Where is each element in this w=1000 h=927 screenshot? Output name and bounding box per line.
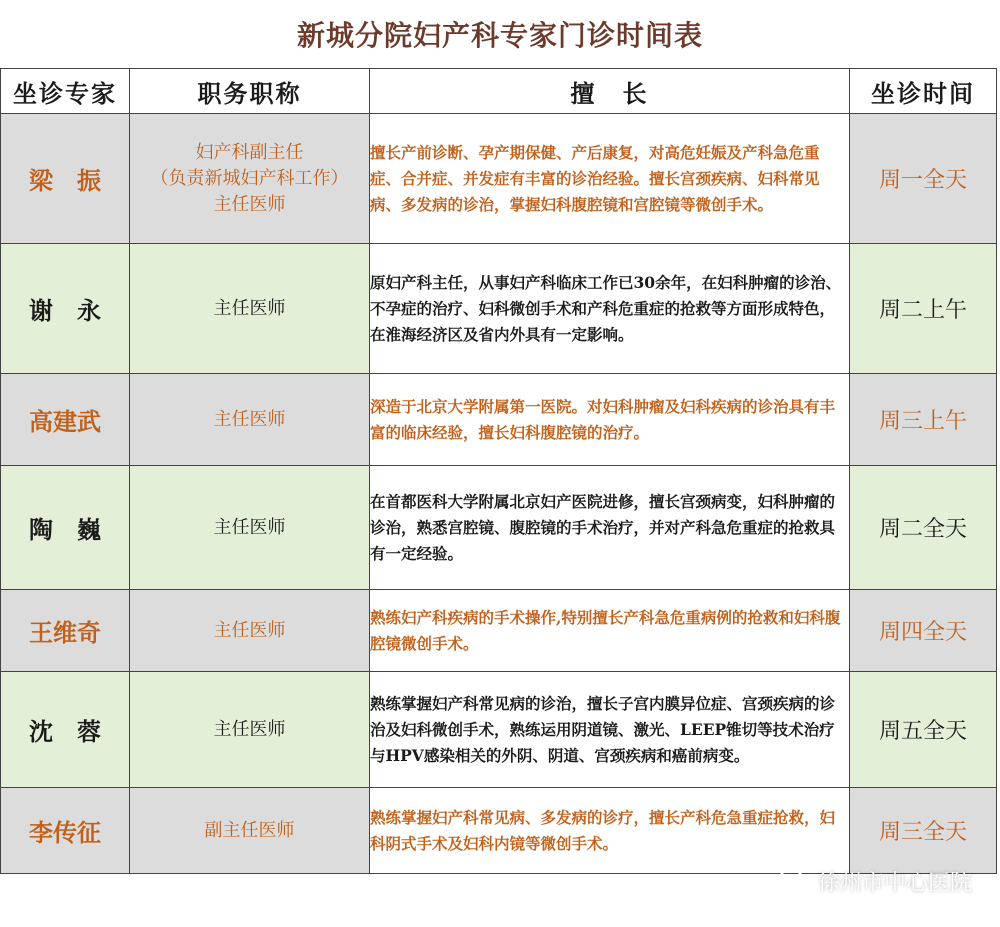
expert-name: 沈 蓉 <box>1 672 130 788</box>
expert-name: 谢 永 <box>1 244 130 374</box>
position-line: 主任医师 <box>213 718 286 740</box>
header-time: 坐诊时间 <box>850 69 997 114</box>
position-line: 主任医师 <box>213 297 286 319</box>
position-line: 主任医师 <box>213 619 286 641</box>
header-specialty: 擅 长 <box>370 69 850 114</box>
position-title <box>130 672 370 788</box>
expert-name: 李传征 <box>1 788 130 874</box>
position-title <box>130 244 370 374</box>
table-row <box>1 374 997 466</box>
specialty-text: 原妇产科主任，从事妇产科临床工作已30余年，在妇科肿瘤的诊治、不孕症的治疗、妇科微创手术和产科危重症的抢救等方面形成特色，在淮海经济区及省内外具有一定影响。 <box>370 244 850 374</box>
table-row <box>1 466 997 590</box>
position-line: 妇产科副主任 <box>195 141 304 163</box>
header-position: 职务职称 <box>130 69 370 114</box>
specialty-text: 在首都医科大学附属北京妇产医院进修，擅长宫颈病变，妇科肿瘤的诊治，熟悉宫腔镜、腹腔镜的手术治疗，并对产科急危重症的抢救具有一定经验。 <box>370 466 850 590</box>
expert-name: 陶 巍 <box>1 466 130 590</box>
expert-name: 梁 振 <box>1 114 130 244</box>
clinic-time: 周三上午 <box>850 374 997 466</box>
table-row <box>1 114 997 244</box>
header-row <box>1 69 997 114</box>
page-title: 新城分院妇产科专家门诊时间表 <box>0 0 1000 68</box>
header-expert: 坐诊专家 <box>1 69 130 114</box>
position-line: 主任医师 <box>213 193 286 215</box>
table-row <box>1 244 997 374</box>
position-title <box>130 114 370 244</box>
clinic-time: 周二上午 <box>850 244 997 374</box>
wechat-icon <box>778 868 812 896</box>
position-title <box>130 590 370 672</box>
watermark-text: 徐州市中心医院 <box>817 871 972 896</box>
specialty-text: 熟练掌握妇产科常见病、多发病的诊疗，擅长产科危急重症抢救，妇科阴式手术及妇科内镜等微创手术。 <box>370 788 850 874</box>
position-line: 主任医师 <box>213 408 286 430</box>
position-line: 副主任医师 <box>204 819 295 841</box>
table-row <box>1 788 997 874</box>
table-row <box>1 672 997 788</box>
clinic-time: 周四全天 <box>850 590 997 672</box>
expert-name: 高建武 <box>1 374 130 466</box>
clinic-time: 周一全天 <box>850 114 997 244</box>
schedule-table <box>0 68 997 874</box>
position-line: 主任医师 <box>213 516 286 538</box>
specialty-text: 擅长产前诊断、孕产期保健、产后康复，对高危妊娠及产科急危重症、合并症、并发症有丰富的诊治经验。擅长宫颈疾病、妇科常见病、多发病的诊治，掌握妇科腹腔镜和宫腔镜等微创手术。 <box>370 114 850 244</box>
clinic-time: 周二全天 <box>850 466 997 590</box>
watermark <box>778 866 972 897</box>
position-line: （负责新城妇产科工作） <box>150 167 349 189</box>
position-title <box>130 788 370 874</box>
position-title <box>130 374 370 466</box>
table-row <box>1 590 997 672</box>
specialty-text: 深造于北京大学附属第一医院。对妇科肿瘤及妇科疾病的诊治具有丰富的临床经验，擅长妇科腹腔镜的治疗。 <box>370 374 850 466</box>
clinic-time: 周三全天 <box>850 788 997 874</box>
specialty-text: 熟练掌握妇产科常见病的诊治，擅长子宫内膜异位症、宫颈疾病的诊治及妇科微创手术，熟练运用阴道镜、激光、LEEP锥切等技术治疗与HPV感染相关的外阴、阴道、宫颈疾病和癌前病变。 <box>370 672 850 788</box>
specialty-text: 熟练妇产科疾病的手术操作,特别擅长产科急危重病例的抢救和妇科腹腔镜微创手术。 <box>370 590 850 672</box>
expert-name: 王维奇 <box>1 590 130 672</box>
position-title <box>130 466 370 590</box>
clinic-time: 周五全天 <box>850 672 997 788</box>
